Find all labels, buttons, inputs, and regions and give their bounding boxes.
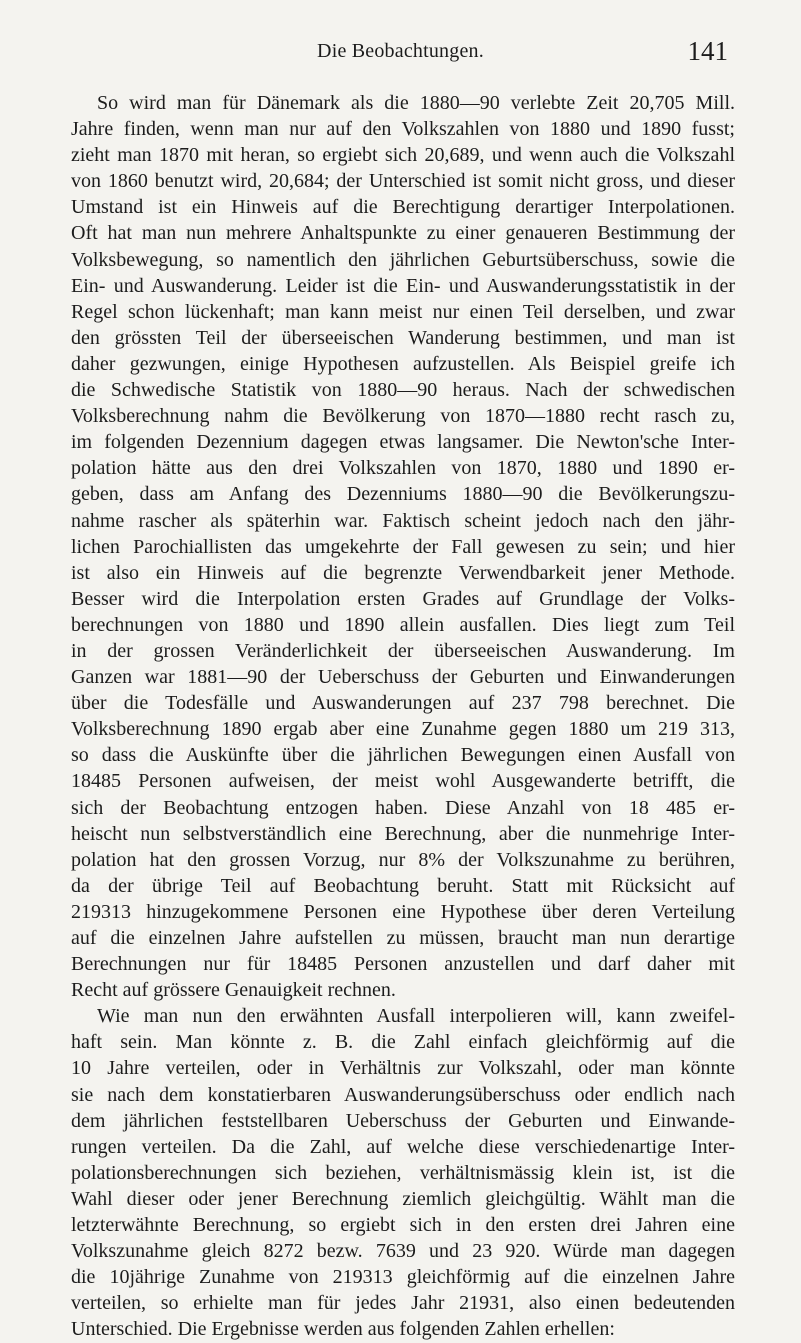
text-line: haft sein. Man könnte z. B. die Zahl einfach gleichförmig auf die [71,1031,735,1054]
text-line: polation hätte aus den drei Volkszahlen von 1870, 1880 und 1890 er- [71,457,735,480]
text-line: So wird man für Dänemark als die 1880—90 verlebte Zeit 20,705 Mill. [97,92,735,114]
text-line: Volksberechnung 1890 ergab aber eine Zunahme gegen 1880 um 219 313, [71,718,735,741]
text-line: im folgenden Dezennium dagegen etwas langsamer. Die Newton'sche Inter- [71,431,735,454]
text-line: auf die einzelnen Jahre aufstellen zu müssen, braucht man nun derartige [71,927,735,949]
text-line: ist also ein Hinweis auf die begrenzte Verwendbarkeit jener Methode. [71,561,735,584]
text-line: daher gezwungen, einige Hypothesen aufzustellen. Als Beispiel greife ich [71,352,735,375]
page-number: 141 [687,36,728,66]
text-line: Umstand ist ein Hinweis auf die Berechtigung derartiger Interpolationen. [71,196,735,219]
text-line: 18485 Personen aufweisen, der meist wohl Ausgewanderte betrifft, die [71,770,735,793]
running-head: Die Beobachtungen. [317,40,484,62]
text-line: lichen Parochiallisten das umgekehrte der Fall gewesen zu sein; und hier [71,535,735,558]
text-line: Recht auf grössere Genauigkeit rechnen. [71,979,396,1002]
text-line: Volksbewegung, so namentlich den jährlichen Geburtsüberschuss, sowie die [71,248,735,271]
text-line: dem jährlichen feststellbaren Ueberschuss der Geburten und Einwande- [71,1109,735,1132]
text-line: von 1860 benutzt wird, 20,684; der Unterschied ist somit nicht gross, und dieser [71,170,735,193]
page-header [0,38,801,78]
text-line: Berechnungen nur für 18485 Personen anzustellen und darf daher mit [71,953,735,976]
text-line: da der übrige Teil auf Beobachtung beruht. Statt mit Rücksicht auf [71,874,735,897]
text-line: Unterschied. Die Ergebnisse werden aus folgenden Zahlen erhellen: [71,1318,615,1341]
text-line: letzterwähnte Berechnung, so ergiebt sich in den ersten drei Jahren eine [71,1214,735,1237]
text-line: berechnungen von 1880 und 1890 allein ausfallen. Dies liegt zum Teil [71,613,735,636]
text-line: Besser wird die Interpolation ersten Grades auf Grundlage der Volks- [71,587,735,610]
text-line: heischt nun selbstverständlich eine Berechnung, aber die nunmehrige Inter- [71,822,735,845]
text-line: so dass die Auskünfte über die jährlichen Bewegungen einen Ausfall von [71,744,735,767]
body-text [71,90,735,1343]
text-line: zieht man 1870 mit heran, so ergiebt sich 20,689, und wenn auch die Volkszahl [71,144,735,167]
text-line: Volksberechnung nahm die Bevölkerung von 1870—1880 recht rasch zu, [71,405,735,428]
text-line: rungen verteilen. Da die Zahl, auf welche diese verschiedenartige Inter- [71,1135,735,1158]
text-line: Wie man nun den erwähnten Ausfall interpolieren will, kann zweifel- [97,1005,735,1028]
text-line: über die Todesfälle und Auswanderungen auf 237 798 berechnet. Die [71,692,735,715]
text-line: Wahl dieser oder jener Berechnung ziemlich gleichgültig. Wählt man die [71,1187,735,1210]
text-line: Oft hat man nun mehrere Anhaltspunkte zu einer genaueren Bestimmung der [71,222,735,245]
text-line: Ganzen war 1881—90 der Ueberschuss der Geburten und Einwanderungen [71,666,735,689]
text-line: sie nach dem konstatierbaren Auswanderungsüberschuss oder endlich nach [71,1083,735,1106]
text-line: sich der Beobachtung entzogen haben. Diese Anzahl von 18 485 er- [71,796,735,819]
text-line: verteilen, so erhielte man für jedes Jahr 21931, also einen bedeutenden [71,1292,735,1315]
text-line: 10 Jahre verteilen, oder in Verhältnis zur Volkszahl, oder man könnte [71,1057,735,1080]
text-line: Ein- und Auswanderung. Leider ist die Ein- und Auswanderungsstatistik in der [71,274,735,297]
text-line: die 10jährige Zunahme von 219313 gleichförmig auf die einzelnen Jahre [71,1266,735,1289]
text-line: Volkszunahme gleich 8272 bezw. 7639 und 23 920. Würde man dagegen [71,1240,735,1263]
text-line: den grössten Teil der überseeischen Wanderung bestimmen, und man ist [71,326,735,349]
text-line: Jahre finden, wenn man nur auf den Volkszahlen von 1880 und 1890 fusst; [71,118,735,141]
text-line: in der grossen Veränderlichkeit der überseeischen Auswanderung. Im [71,639,735,662]
text-line: Regel schon lückenhaft; man kann meist nur einen Teil derselben, und zwar [71,300,735,323]
text-line: 219313 hinzugekommene Personen eine Hypothese über deren Verteilung [71,900,735,923]
text-line: polation hat den grossen Vorzug, nur 8% der Volkszunahme zu berühren, [71,848,735,871]
text-line: geben, dass am Anfang des Dezenniums 1880—90 die Bevölkerungszu- [71,483,735,506]
text-line: polationsberechnungen sich beziehen, verhältnismässig klein ist, ist die [71,1161,735,1184]
text-line: die Schwedische Statistik von 1880—90 heraus. Nach der schwedischen [71,379,735,402]
text-line: nahme rascher als späterhin war. Faktisch scheint jedoch nach den jähr- [71,509,735,532]
